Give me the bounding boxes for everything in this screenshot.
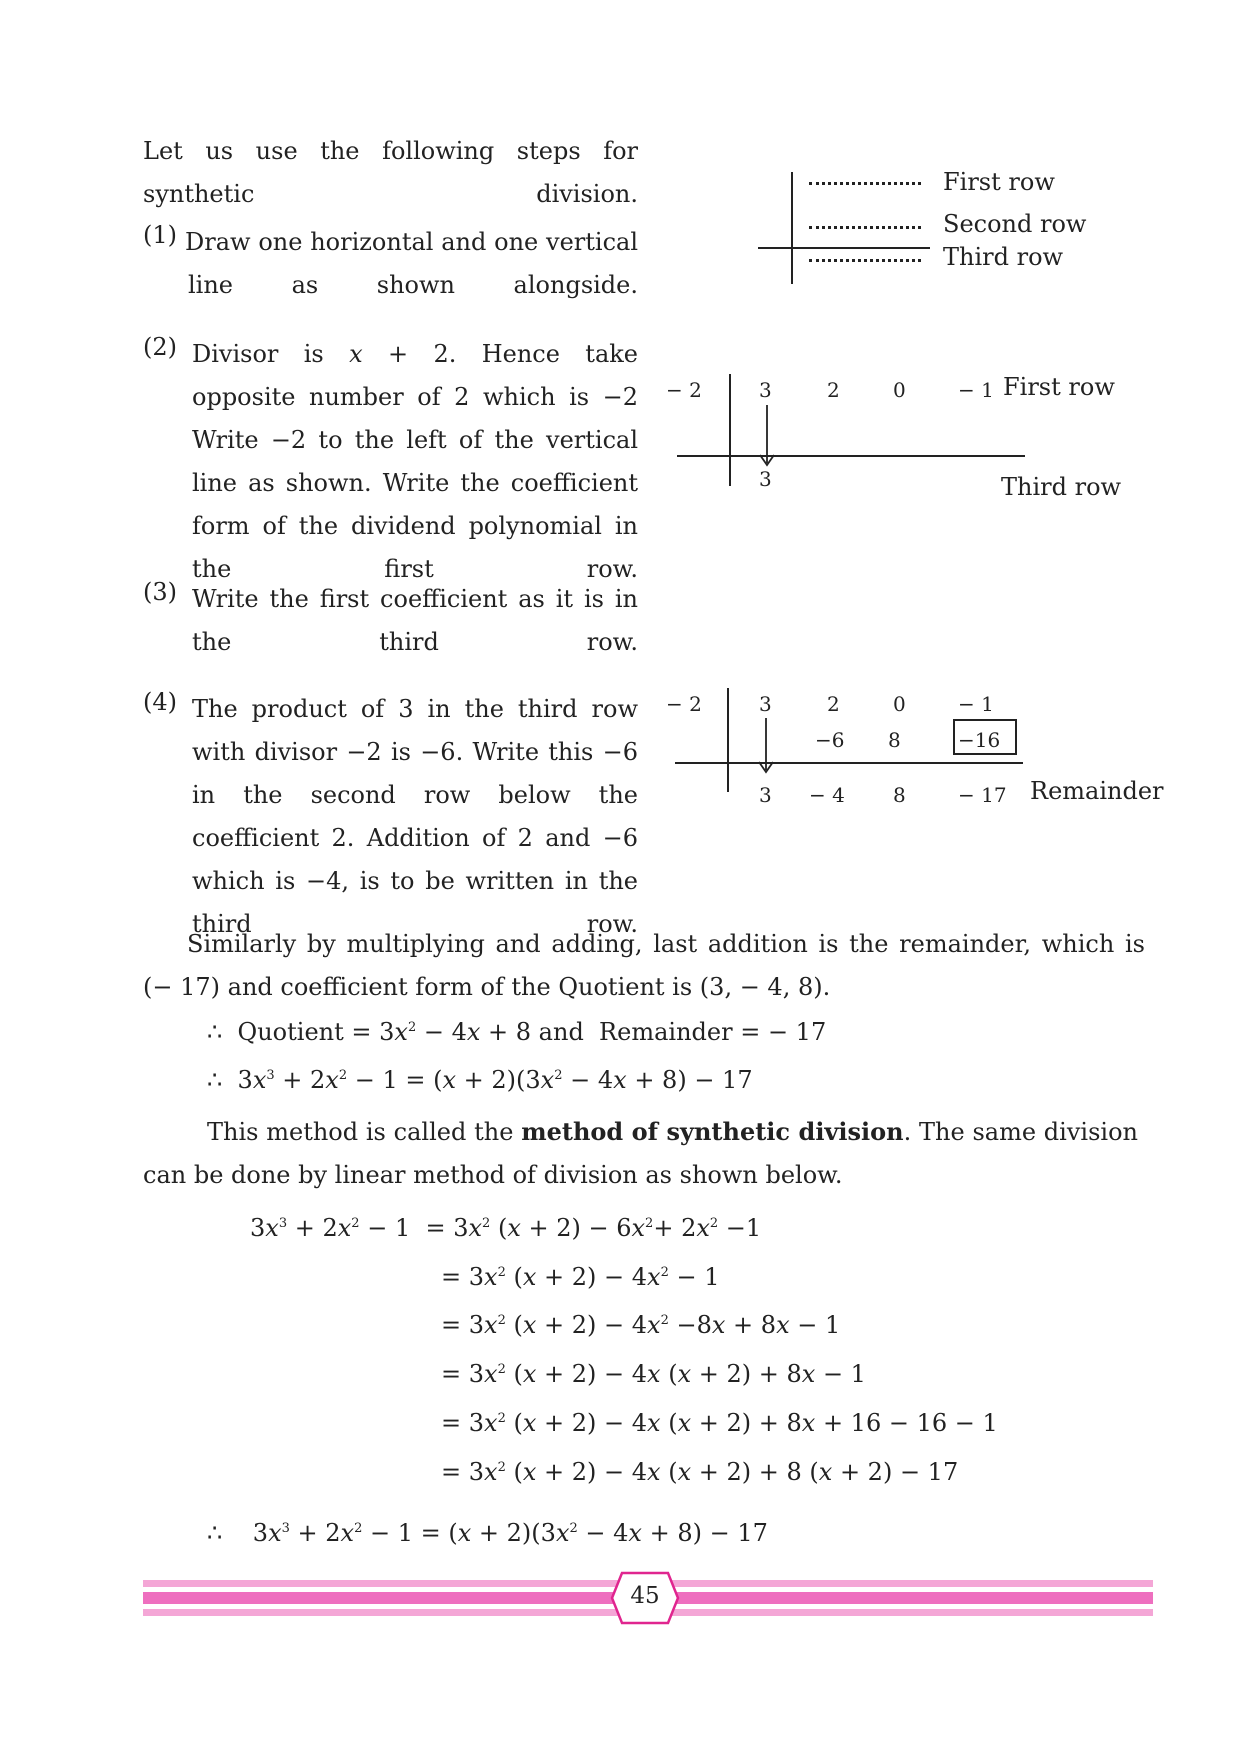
first-row-value: 3 <box>759 692 772 716</box>
third-row-dots <box>809 259 921 262</box>
vertical-line <box>729 374 731 486</box>
remainder-label: Remainder <box>1030 777 1164 805</box>
first-row-dots <box>809 182 921 185</box>
down-arrow-icon <box>756 718 776 774</box>
derivation-step: = $3x^2$ (x + 2) − 4x (x + 2) + 8x + 16 − 16 − 1 <box>441 1409 998 1437</box>
first-row-value: 0 <box>893 692 906 716</box>
final-identity: ∴ $3x^3 + 2x^2 - 1 = (x + 2)(3x^2 - 4x + 8) - 17$ <box>207 1519 768 1547</box>
division-identity: ∴ $3x^3 + 2x^2 - 1 = (x + 2)(3x^2 - 4x + 8) - 17$ <box>207 1066 753 1094</box>
coefficient: − 1 <box>958 378 994 402</box>
third-row-value: − 4 <box>809 783 845 807</box>
first-row-label: First row <box>943 168 1055 196</box>
coefficient: 0 <box>893 378 906 402</box>
third-row-label: Third row <box>1001 473 1122 501</box>
third-row-value: 8 <box>893 783 906 807</box>
second-row-value: −6 <box>815 728 845 752</box>
down-arrow-icon <box>757 405 777 467</box>
divisor: − 2 <box>666 692 702 716</box>
page-number: 45 <box>630 1583 660 1609</box>
derivation-step: = $3x^2$ $(x + 2) - 4x^2 - 1$ <box>441 1263 720 1291</box>
third-row-value: 3 <box>759 783 772 807</box>
divisor: − 2 <box>666 378 702 402</box>
intro-text: Let us use the following steps for synthetic division. <box>143 137 638 208</box>
horizontal-line <box>677 455 1025 457</box>
coefficient: 3 <box>759 378 772 402</box>
step3-text: Write the first coefficient as it is in the third row. <box>192 585 638 656</box>
first-row-value: 2 <box>827 692 840 716</box>
second-row-dots <box>809 226 921 229</box>
third-row-value: − 17 <box>958 783 1007 807</box>
step3-number: (3) <box>143 578 177 606</box>
second-row-value: 8 <box>888 728 901 752</box>
derivation-step: $3x^3 + 2x^2 - 1 = 3x^2$ $(x + 2) - 6x^2+ 2x^2 -1$ <box>250 1214 762 1242</box>
vertical-line <box>727 688 729 792</box>
third-row-value: 3 <box>759 467 772 491</box>
horizontal-line <box>758 247 930 249</box>
second-row-label: Second row <box>943 210 1087 238</box>
quotient-statement: ∴ Quotient = $3x^2 - 4x + 8$ and Remainder = − 17 <box>207 1018 827 1046</box>
method-paragraph: This method is called the method of synthetic division. The same division can be done by linear method of division as shown below. <box>143 1117 1138 1189</box>
derivation-step: = $3x^2$ (x + 2) − 4x (x + 2) + 8x − 1 <box>441 1360 866 1388</box>
second-row-value: −16 <box>958 728 1001 752</box>
first-row-value: − 1 <box>958 692 994 716</box>
coefficient: 2 <box>827 378 840 402</box>
conclusion-paragraph: Similarly by multiplying and adding, last addition is the remainder, which is (− 17) and coefficient form of the Quotient is (3, − 4, 8). <box>143 930 1145 1001</box>
step1-text: Draw one horizontal and one vertical line as shown alongside. <box>185 228 638 299</box>
horizontal-line <box>675 762 1023 764</box>
first-row-label: First row <box>1003 373 1115 401</box>
derivation-step: = $3x^2$ (x + 2) − 4x (x + 2) + 8 (x + 2) − 17 <box>441 1458 959 1486</box>
step2-line1: Divisor is x + 2. Hence take opposite number of 2 which is −2 <box>192 340 638 411</box>
step4-text: The product of 3 in the third row with divisor −2 is −6. Write this −6 in the second row below the coefficient 2. Addition of 2 and −6 which is −4, is to be written in the third row. <box>192 695 638 938</box>
step1-number: (1) <box>143 221 177 249</box>
derivation-step: = $3x^2$ $(x + 2) - 4x^2 -8x + 8x - 1$ <box>441 1311 841 1339</box>
step2-number: (2) <box>143 333 177 361</box>
third-row-label: Third row <box>943 243 1064 271</box>
step2-line2: Write −2 to the left of the vertical line as shown. Write the coefficient form of the dividend polynomial in the first row. <box>192 426 638 583</box>
step4-number: (4) <box>143 688 177 716</box>
vertical-line <box>791 172 793 284</box>
